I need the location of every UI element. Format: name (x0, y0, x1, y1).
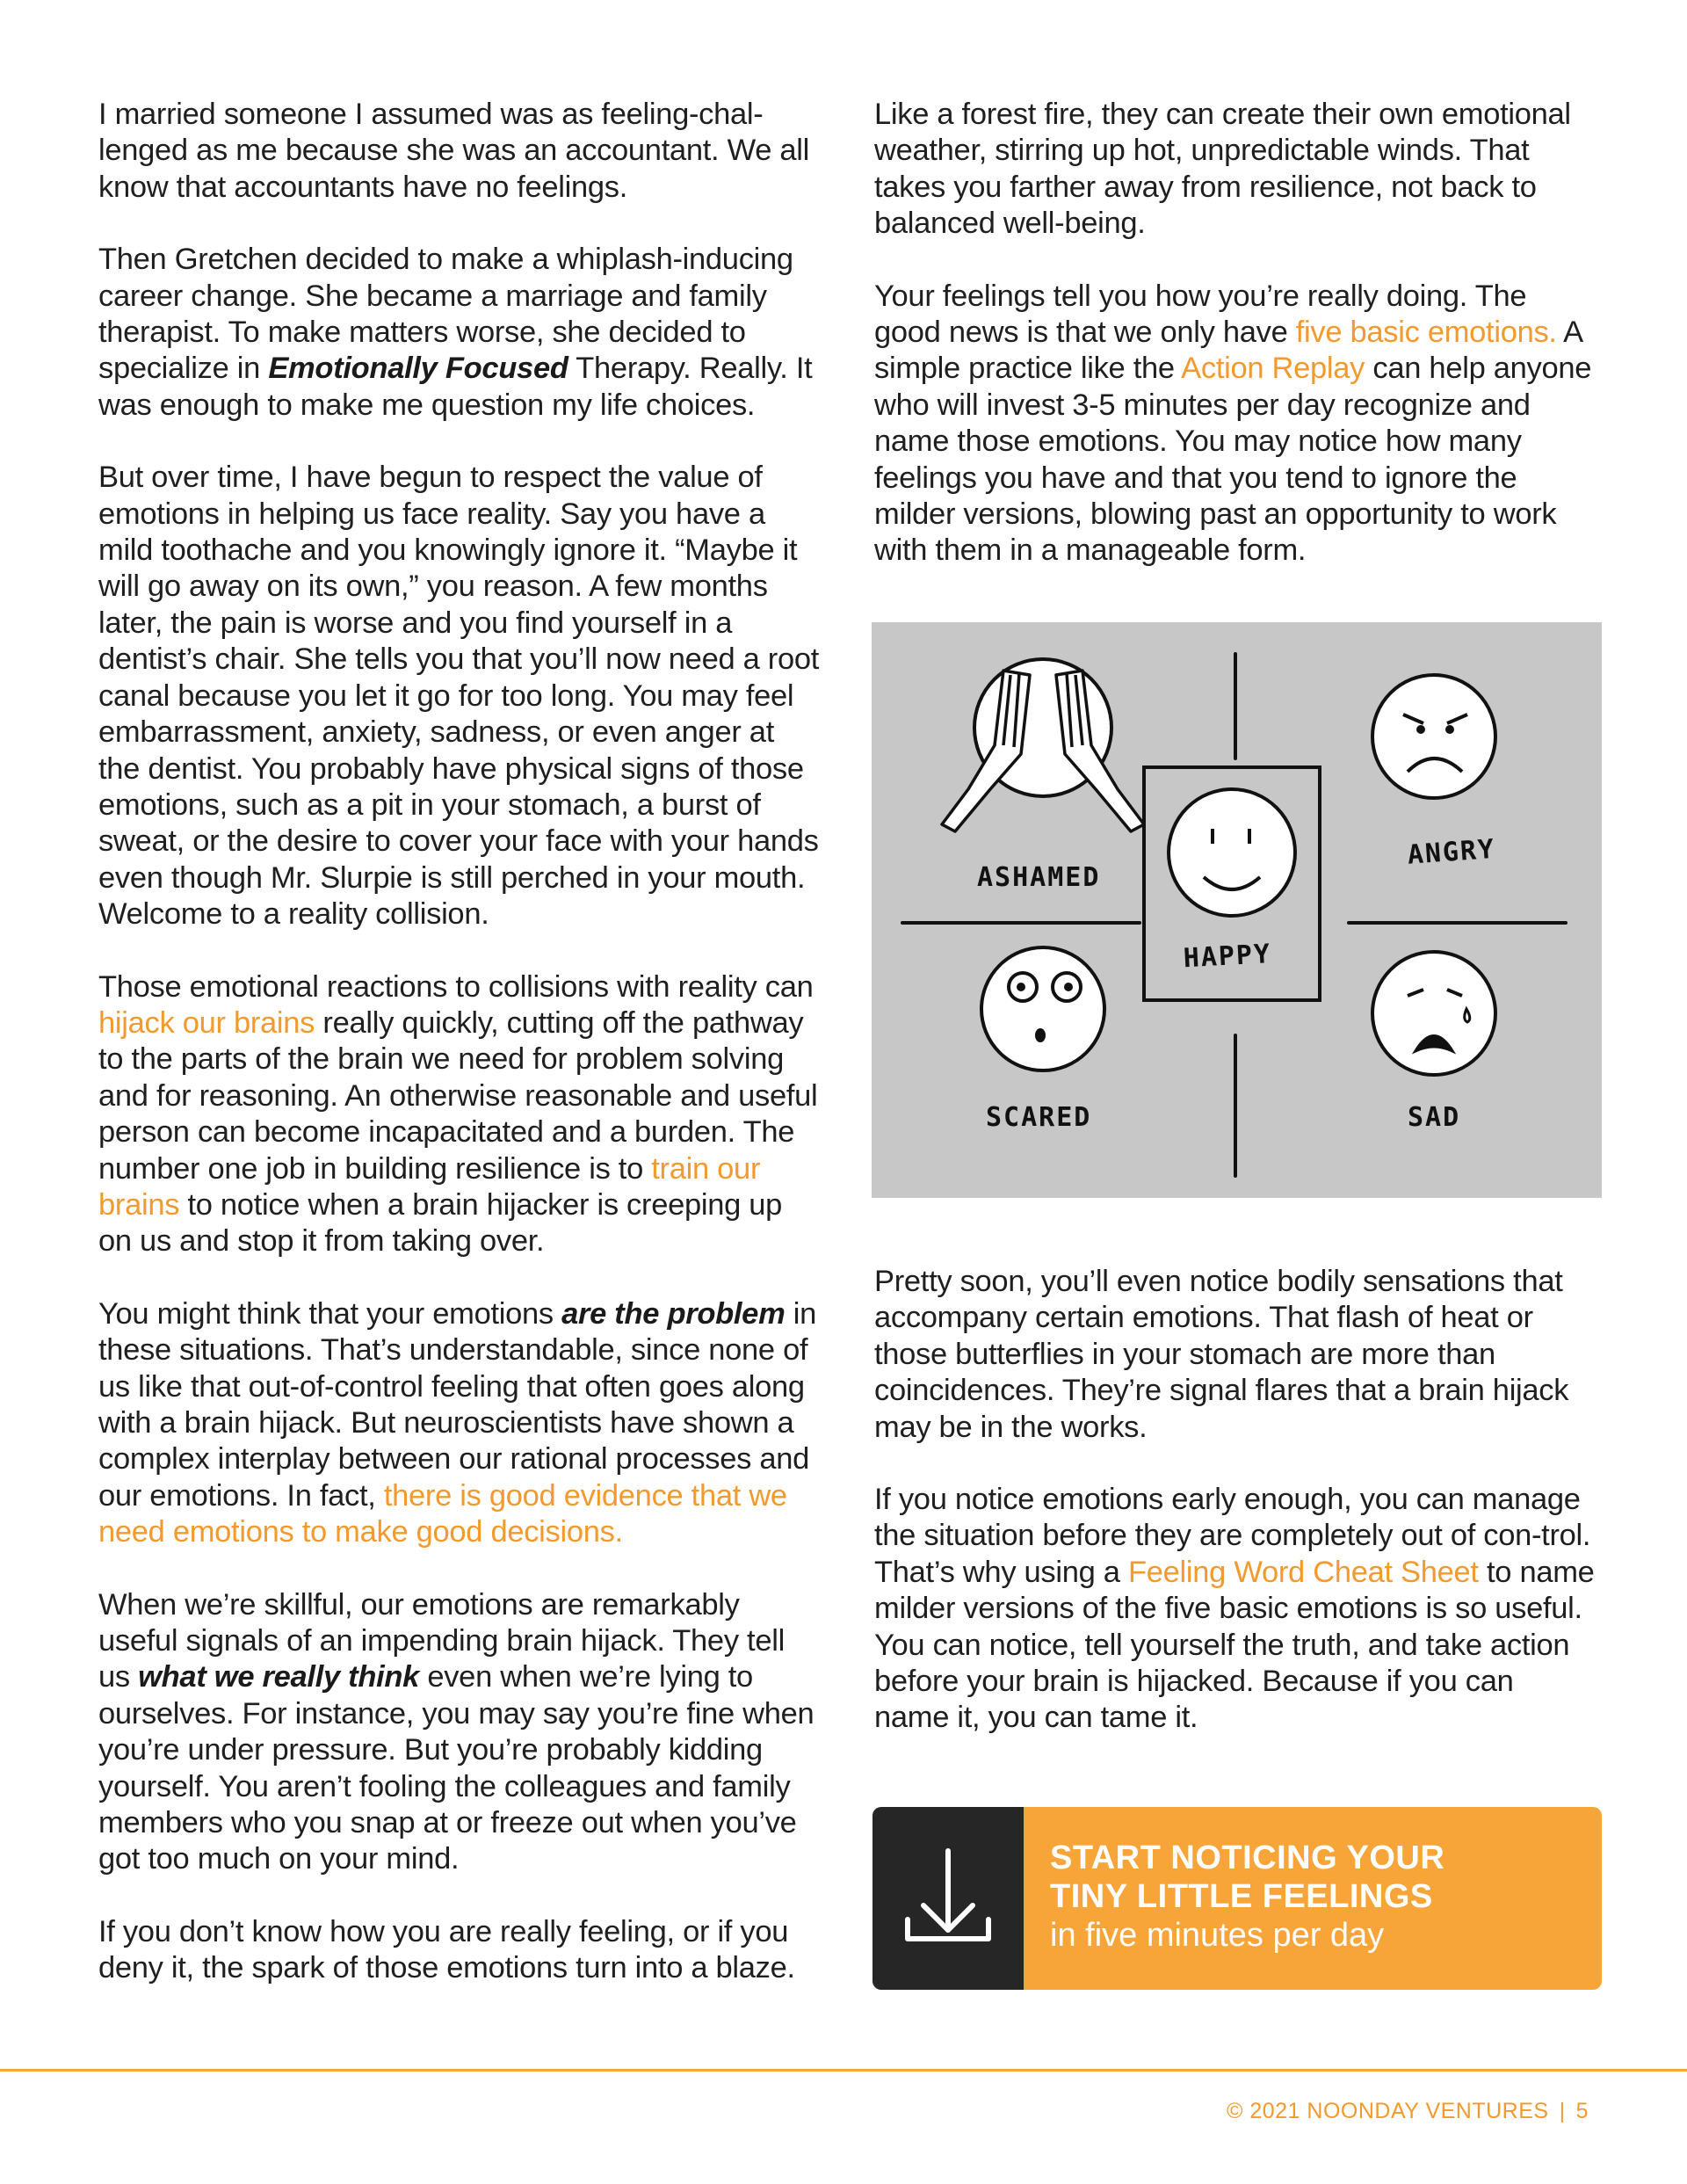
paragraph: Pretty soon, you’ll even notice bodily sensations that accompany certain emotions. That flash of heat or those butterflies in your stomach are more than coincidences. They’re signal flares that a brain hijack may be in the works. (874, 1265, 1569, 1444)
cta-subtitle: in five minutes per day (1050, 1917, 1385, 1954)
cta-headline-line2: TINY LITTLE FEELINGS (1050, 1878, 1433, 1915)
paragraph: Your feelings tell you how you’re really doing. The good news is that we only have five basic emotions. A simple practice like the Action Replay can help anyone who will invest 3-5 minutes per day recognize and name those emotions. You may notice how many feelings you have and that you tend to ignore the milder versions, blowing past an opportunity to work with them in a manageable form. (874, 279, 1592, 568)
paragraph: If you notice emotions early enough, you can manage the situation before they are completely out of con-trol. That’s why using a Feeling Word Cheat Sheet to name milder versions of the five basic emotions is so useful. You can notice, tell yourself the truth, and take action before your brain is hijacked. Because if you can name it, you can tame it. (874, 1483, 1595, 1735)
copyright: © 2021 NOONDAY VENTURES (1226, 2099, 1549, 2123)
emotions-illustration (872, 622, 1602, 1198)
paragraph: Then Gretchen decided to make a whiplash-inducing career change. She became a marriage and family therapist. To make matters worse, she decided to specialize in Emotionally Focused Therapy. Really. It was enough to make me question my life choices. (98, 243, 813, 422)
paragraph: But over time, I have begun to respect the value of emotions in helping us face reality. Say you have a mild toothache and you knowingly ignore it. “Maybe it will go away on its own,” you reason. A few months later, the pain is worse and you find yourself in a dentist’s chair. She tells you that you’ll now need a root canal because you let it go for too long. You may feel embarrassment, anxiety, sadness, or even anger at the dentist. You probably have physical signs of those emotions, such as a pit in your stomach, a burst of sweat, or the desire to cover your face with your hands even though Mr. Slurpie is still perched in your mouth. Welcome to a reality collision. (98, 461, 820, 932)
paragraph: When we’re skillful, our emotions are remarkably useful signals of an impending brain hijack. They tell us what we really think even when we’re lying to ourselves. For instance, you may say you’re fine when you’re under pressure. But you’re probably kidding yourself. You aren’t fooling the colleagues and family members who you snap at or freeze out when you’ve got too much on your mind. (98, 1587, 815, 1876)
happy-face-icon (1169, 789, 1295, 916)
link-good-evidence[interactable]: there is good evidence that we need emotions to make good decisions. (98, 1478, 787, 1549)
left-column (98, 97, 821, 2023)
link-train-our-brains[interactable]: train our brains (98, 1151, 761, 1222)
emotions-drawing (872, 622, 1602, 1198)
label-happy: HAPPY (1182, 939, 1272, 975)
footer-separator: | (1559, 2099, 1566, 2123)
label-sad: SAD (1408, 1102, 1461, 1133)
paragraph: I married someone I assumed was as feeling-chal-lenged as me because she was an accountant. We all know that accountants have no feelings. (98, 98, 810, 204)
angry-face-icon (1372, 675, 1495, 798)
paragraph: If you don’t know how you are really feeling, or if you deny it, the spark of those emotions turn into a blaze. (98, 1914, 795, 1985)
label-ashamed: ASHAMED (977, 862, 1101, 893)
right-column-upper (874, 97, 1595, 606)
sad-face-icon (1372, 952, 1495, 1075)
right-column-lower (874, 1264, 1595, 1773)
ashamed-face-icon (942, 659, 1144, 831)
footer-divider (0, 2069, 1687, 2072)
link-action-replay[interactable]: Action Replay (1181, 352, 1365, 386)
emphasis: what we really think (138, 1660, 420, 1694)
paragraph: You might think that your emotions are the problem in these situations. That’s understandable, since none of us like that out-of-control feeling that often goes along with a brain hijack. But neuroscientists have shown a complex interplay between our rational processes and our emotions. In fact, there is good evidence that we need emotions to make good decisions. (98, 1296, 816, 1549)
emphasis: are the problem (561, 1296, 786, 1331)
scared-face-icon (981, 947, 1104, 1070)
link-hijack-our-brains[interactable]: hijack our brains (98, 1005, 315, 1040)
download-cta-banner[interactable] (872, 1807, 1602, 1990)
paragraph: Like a forest fire, they can create their own emotional weather, stirring up hot, unpredictable winds. That takes you farther away from resilience, not back to balanced well-being. (874, 98, 1571, 241)
emphasis: Emotionally Focused (268, 352, 568, 386)
paragraph: Those emotional reactions to collisions with reality can hijack our brains really quickly, cutting off the pathway to the parts of the brain we need for problem solving and for reasoning. An otherwise reasonable and useful person can become incapacitated and a burden. The number one job in building resilience is to train our brains to notice when a brain hijacker is creeping up on us and stop it from taking over. (98, 969, 818, 1259)
page-number: 5 (1575, 2099, 1589, 2123)
cta-headline-line1: START NOTICING YOUR (1050, 1839, 1445, 1876)
label-angry: ANGRY (1406, 833, 1497, 871)
cta-text[interactable] (1050, 1839, 1577, 1955)
link-feeling-word-cheat-sheet[interactable]: Feeling Word Cheat Sheet (1127, 1555, 1479, 1589)
footer (1227, 2099, 1589, 2124)
link-five-basic-emotions[interactable]: five basic emotions. (1295, 316, 1557, 350)
download-icon[interactable] (872, 1807, 1024, 1990)
label-scared: SCARED (986, 1102, 1092, 1133)
